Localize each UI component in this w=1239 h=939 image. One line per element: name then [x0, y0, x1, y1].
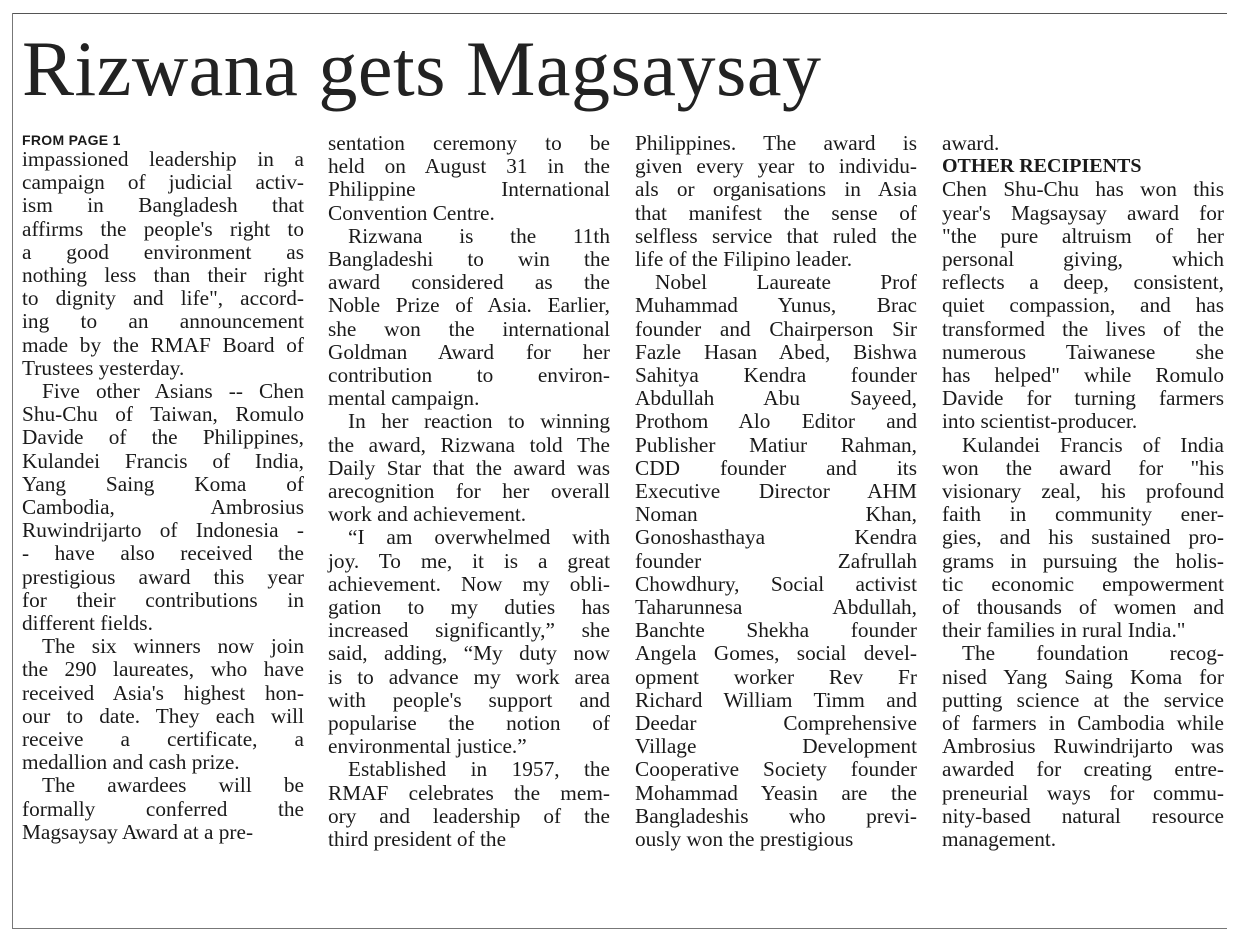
- article-line: The foundation recog-: [962, 641, 1224, 666]
- bottom-rule: [12, 928, 1227, 929]
- article-line: Fazle Hasan Abed, Bishwa: [635, 339, 917, 364]
- article-line: Prothom Alo Editor and: [635, 409, 917, 434]
- article-line: popularise the notion of: [328, 711, 610, 736]
- article-column-3: [635, 132, 917, 851]
- article-line: formally conferred the: [22, 796, 304, 821]
- article-line: Gonoshasthaya Kendra: [635, 525, 917, 550]
- article-line: prestigious award this year: [22, 564, 304, 589]
- article-line: affirms the people's right to: [22, 216, 304, 241]
- article-line: Davide for turning farmers: [942, 386, 1224, 411]
- article-line: Village Development: [635, 734, 917, 759]
- article-line: Sahitya Kendra founder: [635, 363, 917, 388]
- article-line: "the pure altruism of her: [942, 223, 1224, 248]
- article-line: work and achievement.: [328, 502, 527, 527]
- article-line: with people's support and: [328, 687, 610, 712]
- article-line: founder and Chairperson Sir: [635, 316, 917, 341]
- article-line: held on August 31 in the: [328, 154, 610, 179]
- article-line: selfless service that ruled the: [635, 223, 917, 248]
- headline: Rizwana gets Magsaysay: [22, 25, 822, 112]
- article-line: their families in rural India.": [942, 618, 1186, 643]
- article-line: arecognition for her overall: [328, 479, 610, 504]
- article-line: reflects a deep, consistent,: [942, 270, 1224, 295]
- article-line: In her reaction to winning: [348, 409, 610, 434]
- article-line: of farmers in Cambodia while: [942, 711, 1224, 736]
- article-line: faith in community ener-: [942, 502, 1224, 527]
- kicker-from-page: FROM PAGE 1: [22, 132, 121, 148]
- article-line: Muhammad Yunus, Brac: [635, 293, 917, 318]
- article-line: ory and leadership of the: [328, 803, 610, 828]
- article-line: Yang Saing Koma of: [22, 471, 304, 496]
- top-rule: [12, 13, 1227, 14]
- article-line: said, adding, “My duty now: [328, 641, 610, 666]
- left-border-rule: [12, 13, 13, 929]
- article-line: Ambrosius Ruwindrijarto was: [942, 734, 1224, 759]
- article-line: Executive Director AHM: [635, 479, 917, 504]
- article-line: ing to an announcement: [22, 309, 304, 334]
- article-line: CDD founder and its: [635, 455, 917, 480]
- article-line: Banchte Shekha founder: [635, 618, 917, 643]
- article-line: Noman Khan,: [635, 502, 917, 527]
- article-line: Taharunnesa Abdullah,: [635, 595, 917, 620]
- article-line: Goldman Award for her: [328, 339, 610, 364]
- article-line: ously won the prestigious: [635, 827, 854, 852]
- article-line: achievement. Now my obli-: [328, 571, 610, 596]
- article-line: impassioned leadership in a: [22, 147, 304, 171]
- article-line: our to date. They each will: [22, 703, 304, 728]
- article-line: Mohammad Yeasin are the: [635, 780, 917, 805]
- article-line: third president of the: [328, 827, 507, 852]
- article-line: The awardees will be: [42, 773, 304, 798]
- article-line: different fields.: [22, 611, 153, 636]
- article-line: Bangladeshi to win the: [328, 247, 610, 272]
- article-line: ism in Bangladesh that: [22, 193, 304, 218]
- article-line: is to advance my work area: [328, 664, 610, 689]
- article-line: given every year to individu-: [635, 154, 917, 179]
- article-line: Noble Prize of Asia. Earlier,: [328, 293, 610, 318]
- article-line: life of the Filipino leader.: [635, 247, 853, 272]
- article-line: gies, and his sustained pro-: [942, 525, 1224, 550]
- article-line: award considered as the: [328, 270, 610, 295]
- article-line: founder Zafrullah: [635, 548, 917, 573]
- article-line: sentation ceremony to be: [328, 131, 610, 155]
- article-line: the award, Rizwana told The: [328, 432, 610, 457]
- article-line: gation to my duties has: [328, 595, 610, 620]
- article-column-4: [942, 132, 1224, 851]
- article-line: mental campaign.: [328, 386, 480, 411]
- article-line: that manifest the sense of: [635, 200, 917, 225]
- article-line: has helped" while Romulo: [942, 363, 1224, 388]
- article-line: medallion and cash prize.: [22, 750, 240, 775]
- article-line: for their contributions in: [22, 587, 304, 612]
- article-line: Cambodia, Ambrosius: [22, 495, 304, 520]
- article-line: award.: [942, 131, 1000, 155]
- article-line: Five other Asians -- Chen: [42, 379, 304, 404]
- article-line: increased significantly,” she: [328, 618, 610, 643]
- article-line: environmental justice.”: [328, 734, 527, 759]
- article-line: tic economic empowerment: [942, 571, 1224, 596]
- article-line: of thousands of women and: [942, 595, 1224, 620]
- article-line: the 290 laureates, who have: [22, 657, 304, 682]
- article-line: to dignity and life", accord-: [22, 286, 304, 311]
- article-line: Chowdhury, Social activist: [635, 571, 917, 596]
- article-line: Ruwindrijarto of Indonesia -: [22, 518, 304, 543]
- article-line: Daily Star that the award was: [328, 455, 610, 480]
- article-line: contribution to environ-: [328, 363, 610, 388]
- article-line: The six winners now join: [42, 634, 304, 659]
- article-line: Nobel Laureate Prof: [655, 270, 917, 295]
- article-line: Davide of the Philippines,: [22, 425, 304, 450]
- article-line: grams in pursuing the holis-: [942, 548, 1224, 573]
- article-line: numerous Taiwanese she: [942, 339, 1224, 364]
- article-line: nity-based natural resource: [942, 803, 1224, 828]
- article-line: preneurial ways for commu-: [942, 780, 1224, 805]
- article-line: putting science at the service: [942, 687, 1224, 712]
- article-line: Deedar Comprehensive: [635, 711, 917, 736]
- article-line: nised Yang Saing Koma for: [942, 664, 1224, 689]
- article-line: joy. To me, it is a great: [328, 548, 610, 573]
- article-line: Kulandei Francis of India,: [22, 448, 304, 473]
- article-line: year's Magsaysay award for: [942, 200, 1224, 225]
- article-line: opment worker Rev Fr: [635, 664, 917, 689]
- article-line: made by the RMAF Board of: [22, 332, 304, 357]
- article-line: Abdullah Abu Sayeed,: [635, 386, 917, 411]
- article-line: Angela Gomes, social devel-: [635, 641, 917, 666]
- article-line: Chen Shu-Chu has won this: [942, 177, 1224, 202]
- article-line: Bangladeshis who previ-: [635, 803, 917, 828]
- article-line: Kulandei Francis of India: [962, 432, 1224, 457]
- article-line: receive a certificate, a: [22, 727, 304, 752]
- article-line: won the award for "his: [942, 455, 1224, 480]
- article-line: awarded for creating entre-: [942, 757, 1224, 782]
- article-line: als or organisations in Asia: [635, 177, 917, 202]
- article-line: Publisher Matiur Rahman,: [635, 432, 917, 457]
- article-line: personal giving, which: [942, 247, 1224, 272]
- article-line: Philippine International: [328, 177, 610, 202]
- article-line: nothing less than their right: [22, 263, 304, 288]
- article-line: Established in 1957, the: [348, 757, 610, 782]
- article-line: Rizwana is the 11th: [348, 223, 610, 248]
- article-line: Cooperative Society founder: [635, 757, 917, 782]
- article-column-1: [22, 132, 304, 844]
- article-line: Philippines. The award is: [635, 131, 917, 155]
- article-line: management.: [942, 827, 1057, 852]
- subhead-other-recipients: OTHER RECIPIENTS: [942, 155, 1142, 178]
- article-line: visionary zeal, his profound: [942, 479, 1224, 504]
- article-line: a good environment as: [22, 239, 304, 264]
- article-line: Shu-Chu of Taiwan, Romulo: [22, 402, 304, 427]
- article-column-2: [328, 132, 610, 851]
- article-line: RMAF celebrates the mem-: [328, 780, 610, 805]
- article-line: Convention Centre.: [328, 200, 495, 225]
- article-line: received Asia's highest hon-: [22, 680, 304, 705]
- article-line: - have also received the: [22, 541, 304, 566]
- article-line: Richard William Timm and: [635, 687, 917, 712]
- article-line: quiet compassion, and has: [942, 293, 1224, 318]
- article-line: Magsaysay Award at a pre-: [22, 819, 254, 844]
- article-line: campaign of judicial activ-: [22, 170, 304, 195]
- article-line: Trustees yesterday.: [22, 355, 185, 380]
- article-line: transformed the lives of the: [942, 316, 1224, 341]
- article-line: she won the international: [328, 316, 610, 341]
- article-line: “I am overwhelmed with: [348, 525, 610, 550]
- article-line: into scientist-producer.: [942, 409, 1138, 434]
